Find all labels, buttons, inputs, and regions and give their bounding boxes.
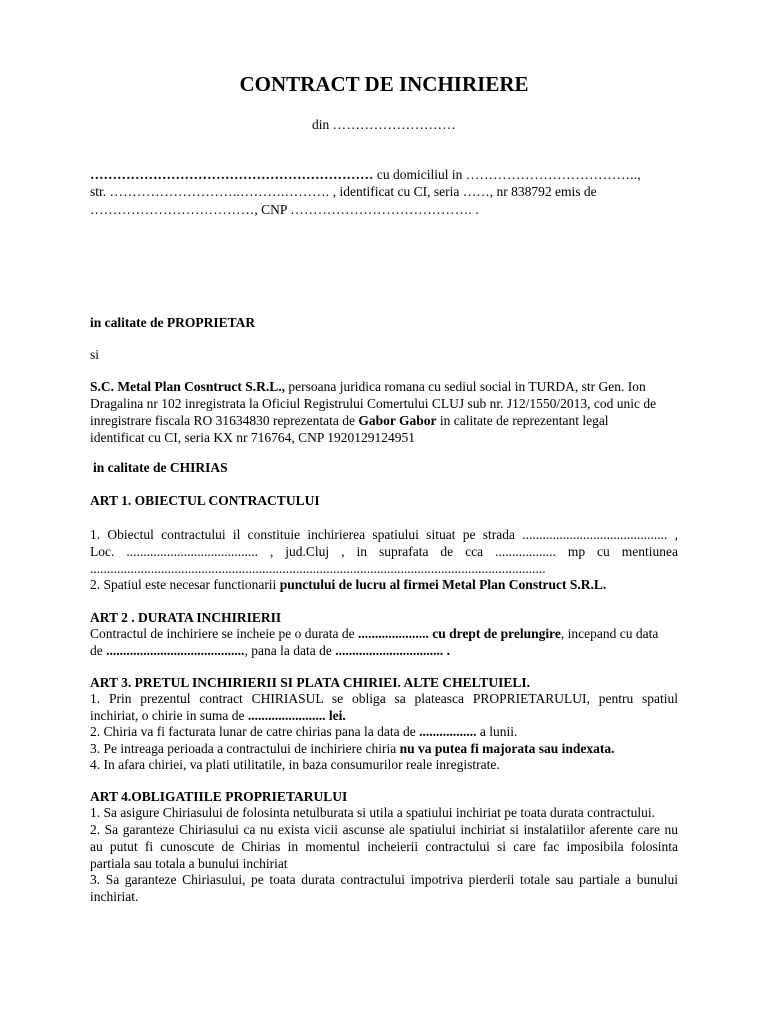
art2-line1-pre: Contractul de inchiriere se incheie pe o durata de (90, 626, 359, 641)
art2-line1 (90, 626, 678, 642)
owner-ci-number: , nr 838792 emis de (489, 184, 597, 199)
owner-domicile-label: cu domiciliul in (373, 167, 466, 182)
art1-p1-line3: ....................................................................................................................................... (90, 561, 546, 576)
art1-heading-text: ART 1. OBIECTUL CONTRACTULUI (90, 493, 320, 508)
date-prefix: din (312, 117, 330, 132)
tenant-role-text: in calitate de CHIRIAS (93, 460, 228, 475)
owner-line-1 (90, 167, 678, 183)
owner-line-3 (90, 202, 678, 218)
document-title: CONTRACT DE INCHIRIERE (239, 72, 529, 96)
tenant-role (93, 460, 681, 476)
owner-role (90, 315, 678, 331)
art1-p1-line1: 1. Obiectul contractului il constituie inchirierea spatiului situat pe strada ........................................... , (90, 527, 678, 542)
owner-line-end: . (471, 202, 479, 217)
art1-p1-line2: Loc. ....................................... , jud.Cluj , in suprafata de cca .................. mp cu mentiunea (90, 544, 678, 559)
owner-role-text: in calitate de PROPRIETAR (90, 315, 256, 330)
art3-p1-line1: 1. Prin prezentul contract CHIRIASUL se obliga sa plateasca PROPRIETARULUI, pentru spatiul (90, 691, 678, 706)
art1-p2-bold: punctului de lucru al firmei Metal Plan Construct S.R.L. (279, 577, 607, 592)
tenant-representative: Gabor Gabor (358, 413, 437, 428)
owner-name-dots: ……………………………………………………… (90, 167, 374, 182)
owner-ci-label: , identificat cu CI, seria (329, 184, 463, 199)
owner-issuer-dots: ……………………………… (90, 202, 255, 217)
art4-p2-line1: 2. Sa garanteze Chiriasului ca nu exista vicii ascunse ale spatiului inchiriat si instalatiilor aferente care nu (90, 822, 678, 837)
art4-p2-line3: partiala sau totala a bunului inchiriat (90, 856, 288, 871)
tenant-line-3-pre: inregistrare fiscala RO 31634830 reprezentata de (90, 413, 359, 428)
date-line (0, 117, 768, 133)
owner-line-2 (90, 184, 678, 200)
art3-p2 (90, 724, 678, 740)
art2-line2-pre: de (90, 643, 107, 658)
art3-p2-date-dots: ................. (419, 724, 477, 739)
owner-street-label: str. (90, 184, 110, 199)
art2-line2-mid: , pana la data de (244, 643, 336, 658)
art3-p2-pre: 2. Chiria va fi facturata lunar de catre chirias pana la data de (90, 724, 420, 739)
tenant-line-1 (90, 379, 678, 395)
tenant-line-3-post: in calitate de reprezentant legal (436, 413, 609, 428)
art2-line1-post: , incepand cu data (560, 626, 659, 641)
owner-domicile-dots: ……………………………….., (465, 167, 641, 182)
owner-cnp-dots: …………………………………. (290, 202, 472, 217)
owner-street-dots: ………………………..……….………. (109, 184, 330, 199)
art2-line2 (90, 643, 678, 659)
tenant-line-1-rest: persoana juridica romana cu sediul social in TURDA, str Gen. Ion (285, 379, 646, 394)
art2-heading-text: ART 2 . DURATA INCHIRIERII (90, 610, 282, 625)
art4-heading (90, 789, 678, 805)
tenant-line-3 (90, 413, 678, 429)
owner-seria-dots: …… (462, 184, 490, 199)
art2-end-date-dots: ................................ . (335, 643, 450, 658)
art3-p1-line2 (90, 708, 678, 724)
tenant-line-2: Dragalina nr 102 inregistrata la Oficiul Registrului Comertului CLUJ sub nr. J12/1550/2013, cod unic de (90, 396, 657, 411)
art3-p3 (90, 741, 678, 757)
art4-p3-line1: 3. Sa garanteze Chiriasului, pe toata durata contractului impotriva pierderii totale sau partiale a bunului (90, 872, 678, 887)
art3-rent-amount: ....................... lei. (247, 708, 346, 723)
art3-p3-bold: nu va putea fi majorata sau indexata. (399, 741, 615, 756)
art4-p3-line2: inchiriat. (90, 889, 139, 904)
conjunction-si: si (90, 347, 100, 362)
art3-heading (90, 675, 678, 691)
art1-heading (90, 493, 678, 509)
art2-line1-bold: ..................... cu drept de prelungire (358, 626, 561, 641)
tenant-line-4: identificat cu CI, seria KX nr 716764, CNP 1920129124951 (90, 430, 415, 445)
owner-cnp-label: , CNP (254, 202, 291, 217)
art1-p2-pre: 2. Spatiul este necesar functionarii (90, 577, 280, 592)
art4-heading-text: ART 4.OBLIGATIILE PROPRIETARULUI (90, 789, 348, 804)
art4-p1: 1. Sa asigure Chiriasului de folosinta netulburata si utila a spatiului inchiriat pe toata durata contractului. (90, 805, 655, 820)
art3-p2-post: a lunii. (476, 724, 518, 739)
date-dots: ……………………… (332, 117, 456, 132)
tenant-company-name: S.C. Metal Plan Cosntruct S.R.L., (90, 379, 285, 394)
art1-p2 (90, 577, 678, 593)
art3-p3-pre: 3. Pe intreaga perioada a contractului de inchiriere chiria (90, 741, 400, 756)
art2-heading (90, 610, 678, 626)
art3-p4: 4. In afara chiriei, va plati utilitatile, in baza consumurilor reale inregistrate. (90, 757, 500, 772)
art2-start-date-dots: ......................................... (106, 643, 245, 658)
art3-heading-text: ART 3. PRETUL INCHIRIERII SI PLATA CHIRIEI. ALTE CHELTUIELI. (90, 675, 531, 690)
art4-p2-line2: au putut fi cunoscute de Chirias in momentul incheierii contractului si care fac imposibila folosinta (90, 839, 678, 854)
art3-p1-line2-pre: inchiriat, o chirie in suma de (90, 708, 248, 723)
